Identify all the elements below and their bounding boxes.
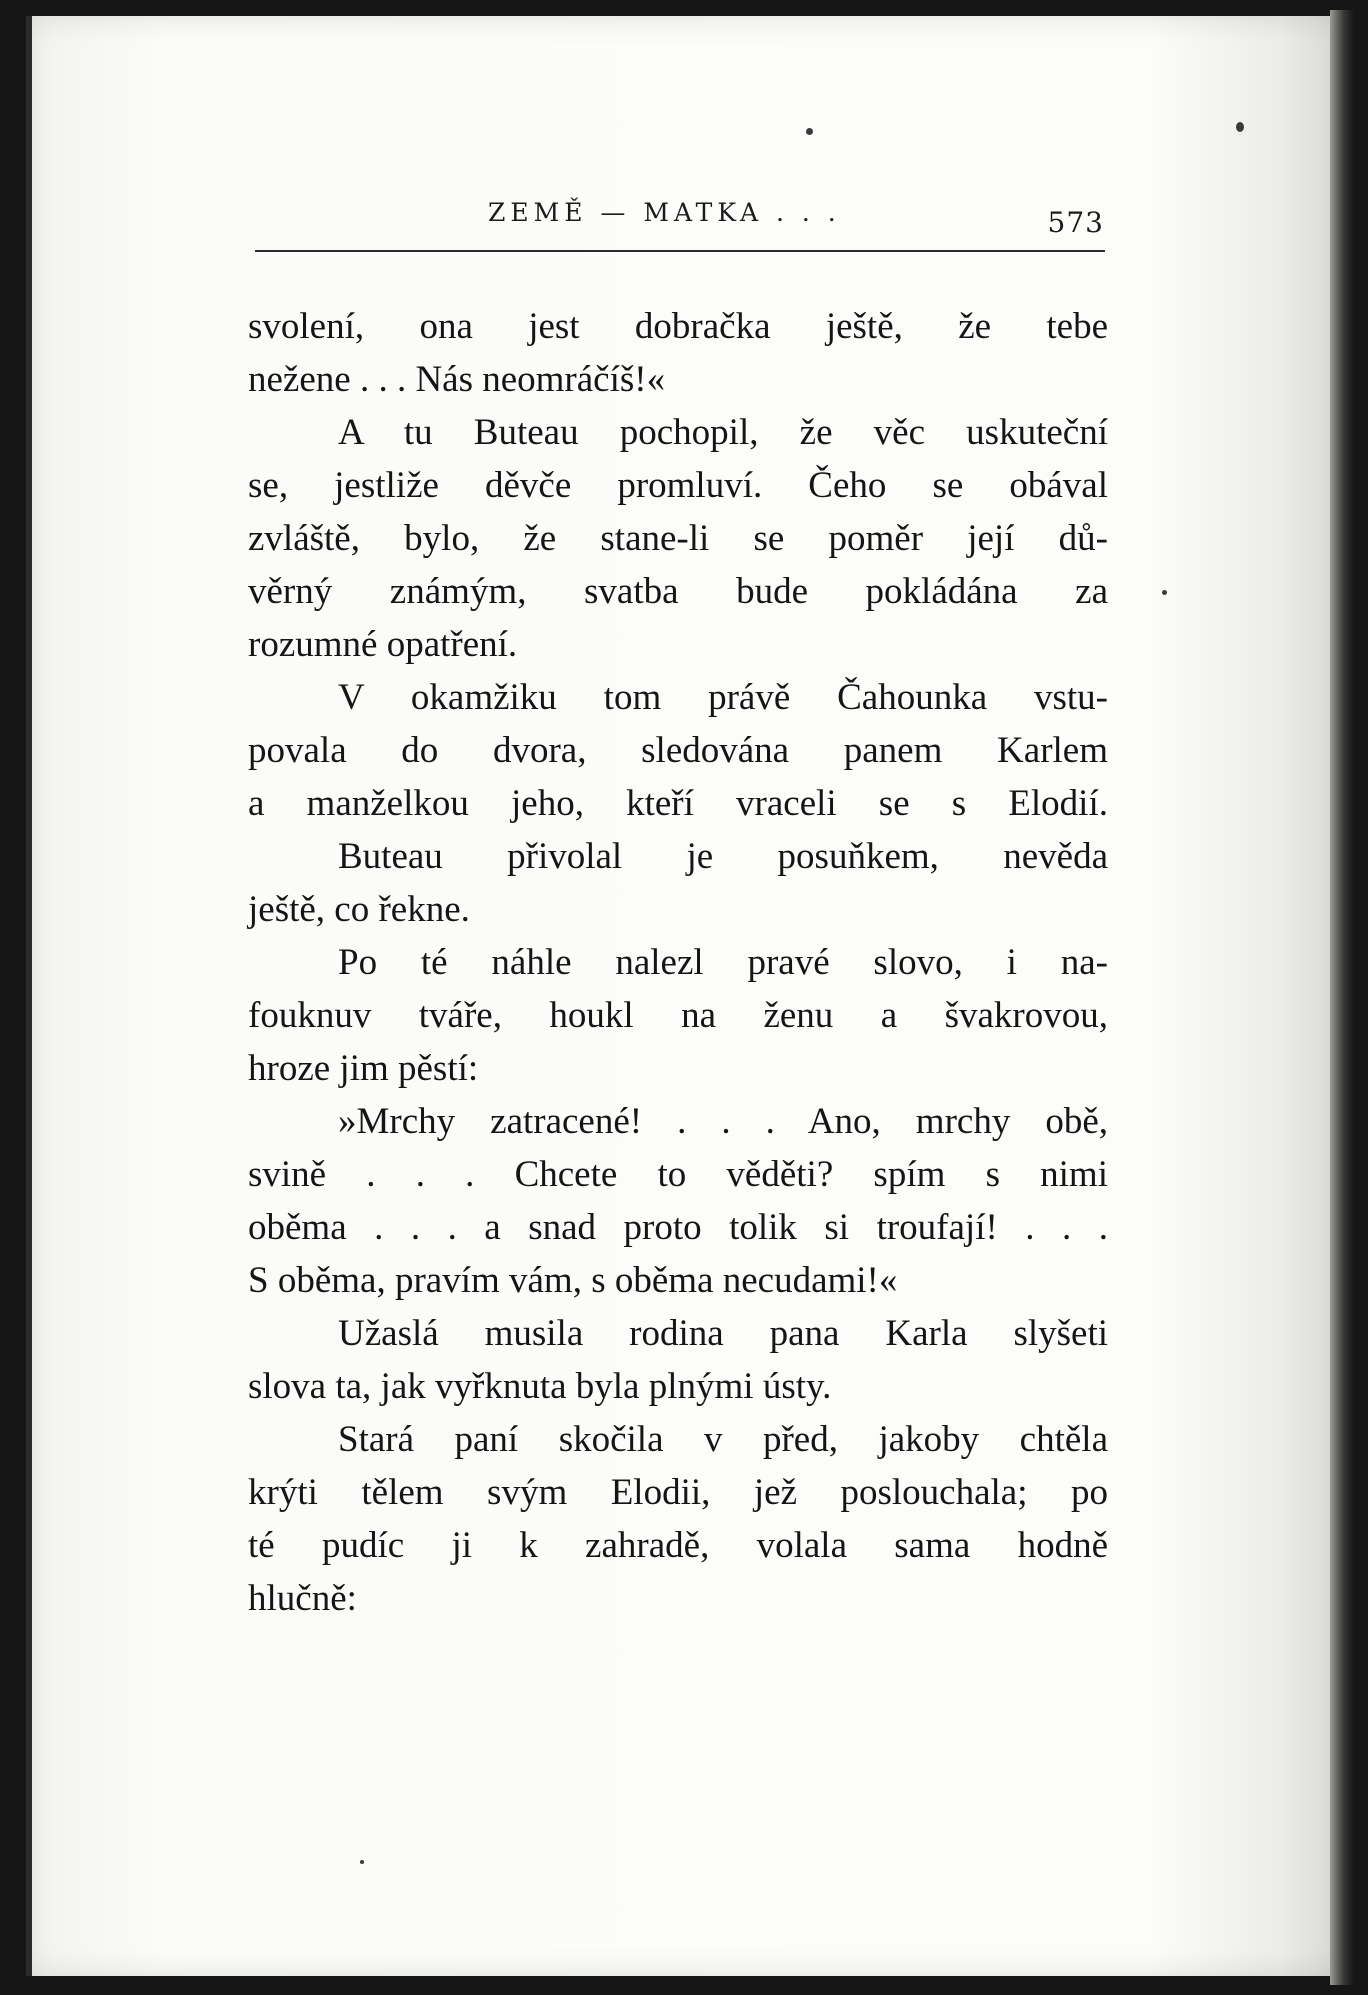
text-line: nežene . . . Nás neomráčíš!« bbox=[248, 359, 666, 400]
text-line: svolení, ona jest dobračka ještě, že tebe bbox=[248, 306, 1108, 347]
text-line: Užaslá musila rodina pana Karla slyšeti bbox=[338, 1313, 1108, 1354]
text-line: a manželkou jeho, kteří vraceli se s Elodií. bbox=[248, 783, 1108, 824]
text-line: »Mrchy zatracené! . . . Ano, mrchy obě, bbox=[338, 1101, 1108, 1142]
text-line: povala do dvora, sledována panem Karlem bbox=[248, 730, 1108, 771]
text-line: Buteau přivolal je posuňkem, nevěda bbox=[338, 836, 1108, 877]
ink-speck bbox=[360, 1860, 364, 1864]
text-line: A tu Buteau pochopil, že věc uskuteční bbox=[338, 412, 1108, 453]
text-line: Stará paní skočila v před, jakoby chtěla bbox=[338, 1419, 1108, 1460]
running-title: ZEMĚ — MATKA . . . bbox=[488, 198, 841, 227]
body-text bbox=[248, 300, 1108, 1625]
ink-speck bbox=[1162, 590, 1167, 595]
header-rule bbox=[255, 250, 1105, 252]
text-line: slova ta, jak vyřknuta byla plnými ústy. bbox=[248, 1366, 832, 1407]
text-line: hlučně: bbox=[248, 1578, 357, 1619]
text-line: fouknuv tváře, houkl na ženu a švakrovou, bbox=[248, 995, 1108, 1036]
text-line: krýti tělem svým Elodii, jež poslouchala; po bbox=[248, 1472, 1108, 1513]
ink-speck bbox=[1236, 122, 1244, 132]
page-left-edge bbox=[26, 16, 32, 1976]
text-line: zvláště, bylo, že stane-li se poměr její dů- bbox=[248, 518, 1108, 559]
text-line: věrný známým, svatba bude pokládána za bbox=[248, 571, 1108, 612]
text-line: té pudíc ji k zahradě, volala sama hodně bbox=[248, 1525, 1108, 1566]
text-line: rozumné opatření. bbox=[248, 624, 518, 665]
running-header bbox=[248, 198, 1104, 248]
text-line: se, jestliže děvče promluví. Čeho se obával bbox=[248, 465, 1108, 506]
page-number: 573 bbox=[1047, 206, 1104, 239]
ink-speck bbox=[806, 128, 813, 135]
text-line: V okamžiku tom právě Čahounka vstu- bbox=[338, 677, 1108, 718]
text-line: Po té náhle nalezl pravé slovo, i na- bbox=[338, 942, 1108, 983]
text-line: svině . . . Chcete to věděti? spím s nimi bbox=[248, 1154, 1108, 1195]
page-right-edge bbox=[1330, 10, 1354, 1985]
text-line: S oběma, pravím vám, s oběma necudami!« bbox=[248, 1260, 898, 1301]
text-line: ještě, co řekne. bbox=[248, 889, 470, 930]
text-line: oběma . . . a snad proto tolik si troufají! . . . bbox=[248, 1207, 1108, 1248]
text-line: hroze jim pěstí: bbox=[248, 1048, 479, 1089]
